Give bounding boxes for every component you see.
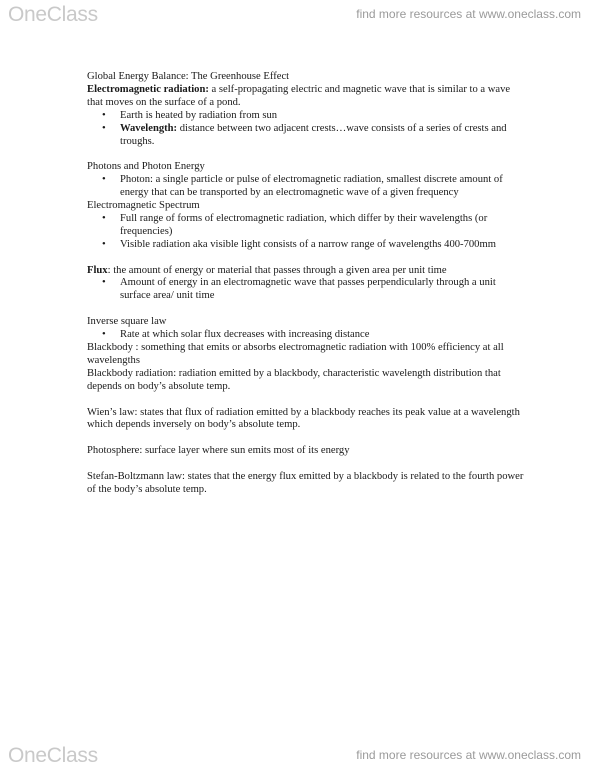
- list-item: • Amount of energy in an electromagnetic wave that passes perpendicularly through a unit surface area/ unit time: [87, 277, 527, 303]
- list-item: • Full range of forms of electromagnetic radiation, which differ by their wavelengths (or frequencies): [87, 213, 527, 239]
- list-item: • Visible radiation aka visible light consists of a narrow range of wavelengths 400-700mm: [87, 239, 527, 252]
- em-radiation-term: Electromagnetic radiation:: [87, 83, 209, 95]
- doc-title: Global Energy Balance: The Greenhouse Effect: [87, 71, 290, 82]
- em-bullet-list: [87, 110, 527, 149]
- header-tagline: find more resources at www.oneclass.com: [356, 7, 581, 21]
- photons-bullet-list: [87, 174, 527, 200]
- list-item: • Earth is heated by radiation from sun: [87, 110, 527, 123]
- list-item: • Rate at which solar flux decreases with increasing distance: [87, 329, 527, 342]
- em-radiation-paragraph: [87, 84, 527, 110]
- spectrum-heading: Electromagnetic Spectrum: [87, 200, 200, 212]
- list-item: • Photon: a single particle or pulse of electromagnetic radiation, smallest discrete amount of energy that can be transported by an electromagnetic wave of a given frequency: [87, 174, 527, 200]
- em-radiation-definition: a self-propagating electric and magnetic wave that is similar to a wave that moves on the surface of a pond.: [87, 83, 511, 108]
- blackbody-radiation-paragraph: Blackbody radiation: radiation emitted by a blackbody, characteristic wavelength distribution that depends on body’s absolute temp.: [87, 367, 501, 392]
- photosphere-paragraph: Photosphere: surface layer where sun emits most of its energy: [87, 445, 350, 457]
- flux-term: Flux: [87, 264, 108, 276]
- wavelength-definition: distance between two adjacent crests…wave consists of a series of crests and troughs.: [120, 122, 507, 147]
- inverse-square-heading: Inverse square law: [87, 316, 167, 328]
- wavelength-term: Wavelength:: [120, 122, 178, 134]
- list-item: [87, 123, 527, 149]
- flux-bullet-list: [87, 277, 527, 303]
- oneclass-logo: OneClass: [8, 3, 98, 26]
- oneclass-logo: OneClass: [8, 744, 98, 767]
- inverse-bullet-list: [87, 329, 527, 342]
- photons-heading: Photons and Photon Energy: [87, 161, 205, 173]
- footer-tagline: find more resources at www.oneclass.com: [356, 748, 581, 762]
- blackbody-paragraph: Blackbody : something that emits or absorbs electromagnetic radiation with 100% efficiency at all wavelengths: [87, 341, 504, 366]
- wien-law-paragraph: Wien’s law: states that flux of radiation emitted by a blackbody reaches its peak value at a wavelength which depends inversely on body’s absolute temp.: [87, 406, 520, 431]
- spectrum-bullet-list: [87, 213, 527, 252]
- flux-paragraph: [87, 265, 527, 278]
- flux-definition: : the amount of energy or material that passes through a given area per unit time: [107, 264, 447, 276]
- stefan-boltzmann-paragraph: Stefan-Boltzmann law: states that the energy flux emitted by a blackbody is related to the fourth power of the body’s absolute temp.: [87, 471, 524, 495]
- document-body: [87, 71, 527, 497]
